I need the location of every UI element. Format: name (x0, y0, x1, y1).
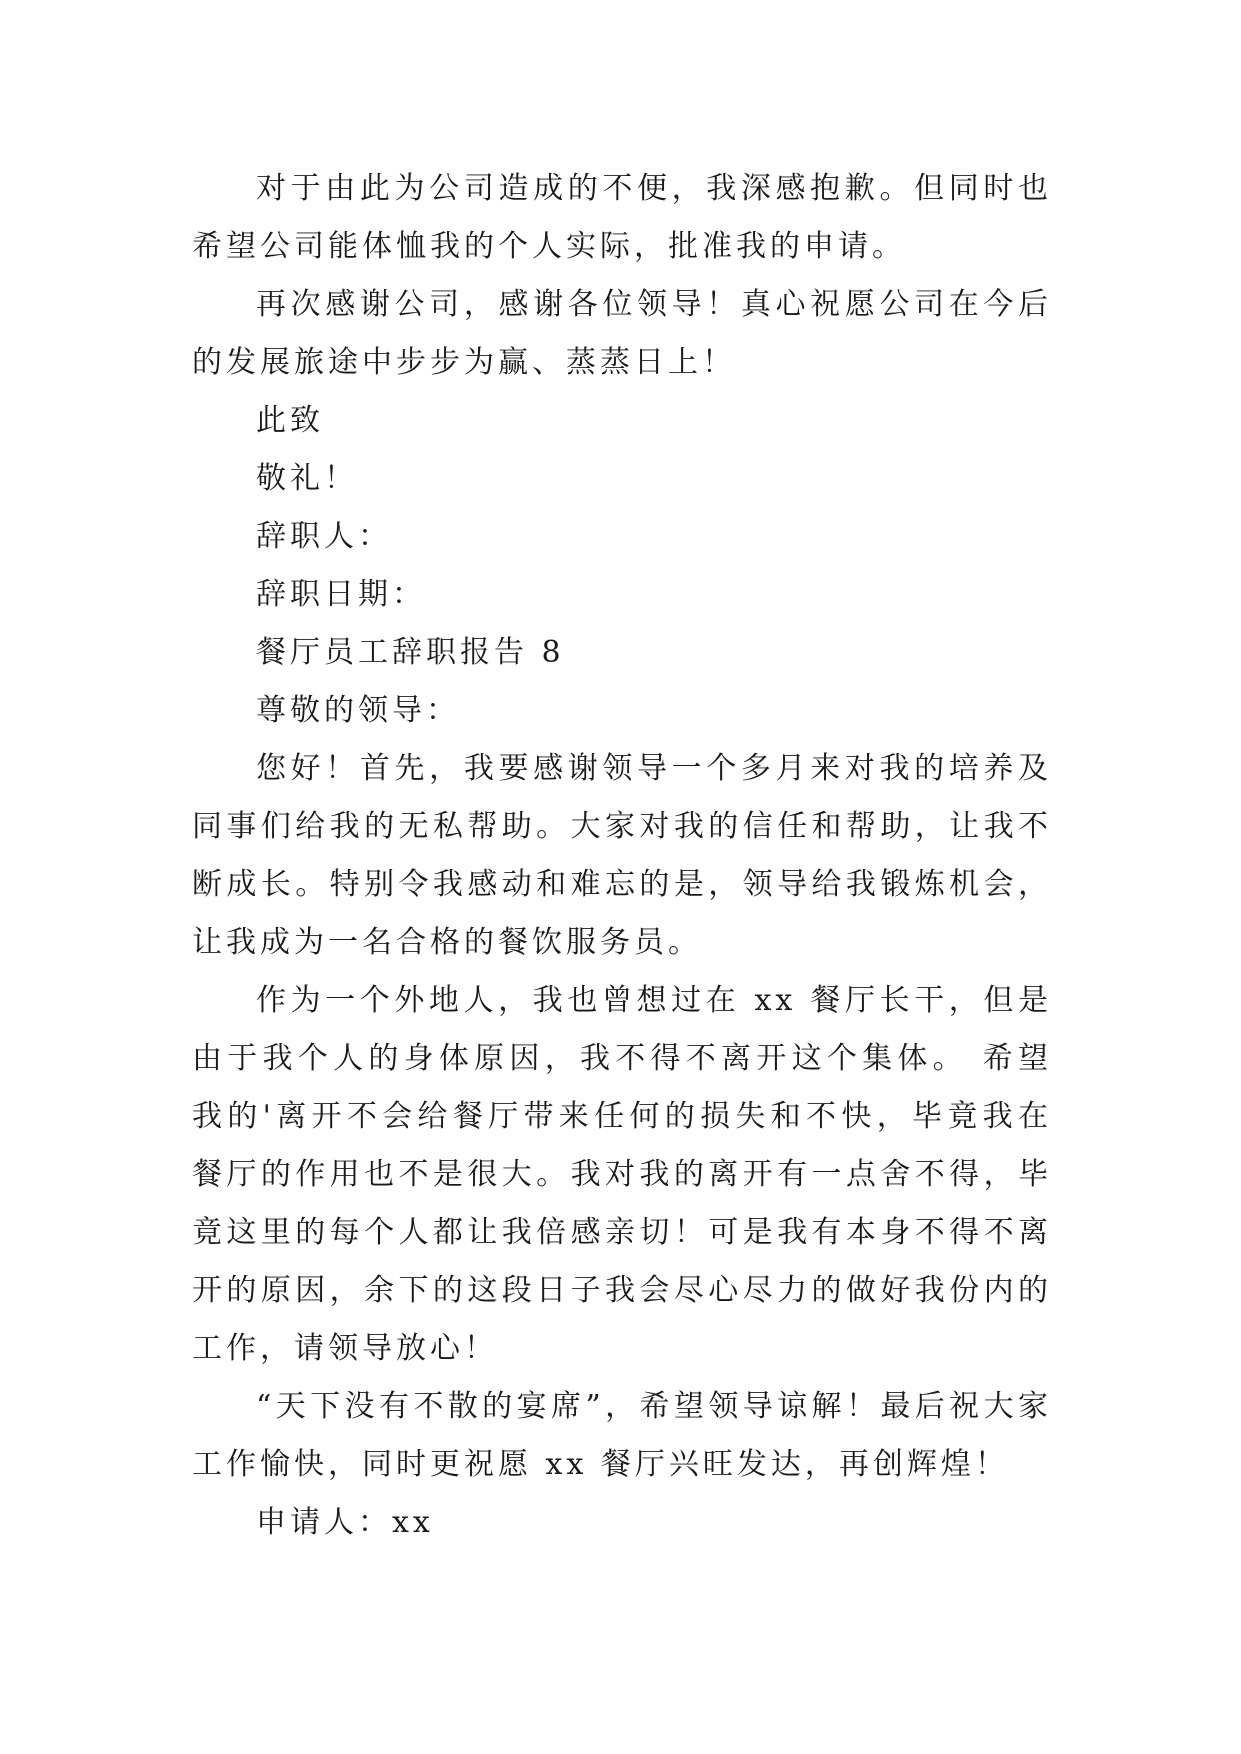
paragraph-apology: 对于由此为公司造成的不便，我深感抱歉。但同时也希望公司能体恤我的个人实际，批准我的申请。 (192, 171, 1052, 264)
paragraph-reason: 作为一个外地人，我也曾想过在 xx 餐厅长干，但是由于我个人的身体原因，我不得不离开这个集体。 希望我的'离开不会给餐厅带来任何的损失和不快，毕竟我在餐厅的作用也不是很大。我对我的离开有一点舍不得，毕竟这里的每个人都让我倍感亲切！可是我有本身不得不离开的原因，余下的这段日子我会尽心尽力的做好我份内的工作，请领导放心！ (192, 983, 1052, 1366)
resigner-label: 辞职人： (256, 519, 392, 554)
resignation-date-label: 辞职日期： (256, 577, 426, 612)
greeting: 尊敬的领导： (256, 693, 460, 728)
closing-respect: 敬礼！ (256, 461, 358, 496)
section-title: 餐厅员工辞职报告 8 (256, 635, 565, 670)
paragraph-farewell: “天下没有不散的宴席”，希望领导谅解！最后祝大家工作愉快，同时更祝愿 xx 餐厅兴旺发达，再创辉煌！ (192, 1389, 1052, 1482)
closing-salutation: 此致 (256, 403, 324, 438)
paragraph-thanks: 再次感谢公司，感谢各位领导！真心祝愿公司在今后的发展旅途中步步为赢、蒸蒸日上！ (192, 287, 1052, 380)
paragraph-gratitude: 您好！首先，我要感谢领导一个多月来对我的培养及同事们给我的无私帮助。大家对我的信任和帮助，让我不断成长。特别令我感动和难忘的是，领导给我锻炼机会，让我成为一名合格的餐饮服务员。 (192, 751, 1052, 960)
applicant-signature: 申请人：xx (256, 1505, 434, 1540)
document-body (192, 160, 1052, 1552)
